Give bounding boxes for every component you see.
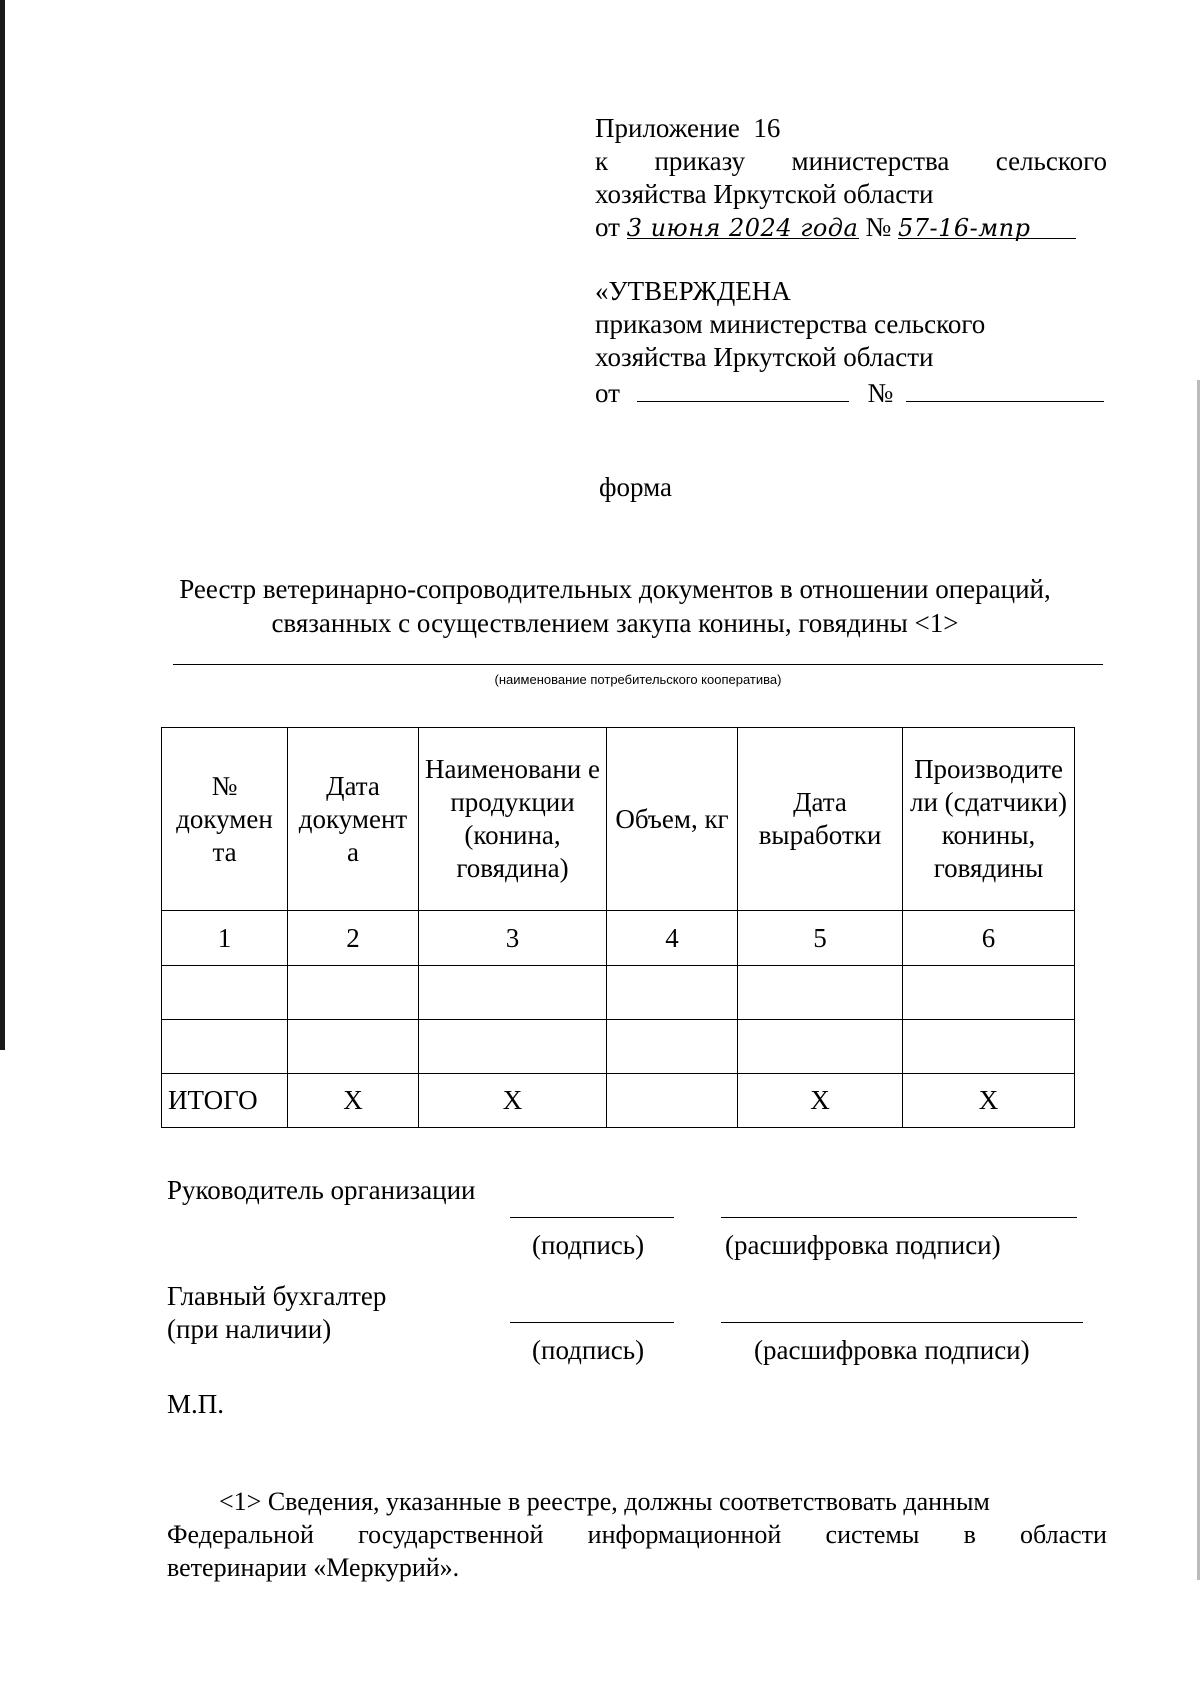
column-number: 5 — [738, 911, 903, 966]
approval-date-line — [595, 374, 1107, 410]
accountant-signature-line — [510, 1322, 674, 1323]
scan-edge-left — [0, 0, 5, 1050]
appendix-title: Приложение 16 — [595, 113, 781, 143]
footnote-word: государственной — [358, 1520, 544, 1549]
table-cell — [903, 966, 1075, 1020]
table-row — [162, 966, 1075, 1020]
stamp-label: М.П. — [167, 1389, 225, 1419]
footnote-line-1: <1> Сведения, указанные в реестре, должны соответствовать данным — [219, 1487, 990, 1516]
accountant-label — [167, 1280, 386, 1346]
column-number: 2 — [288, 911, 419, 966]
ministry-word: министерства — [791, 146, 950, 176]
org-name-line — [173, 664, 1103, 665]
registry-table — [161, 727, 1075, 1128]
head-decode-line — [721, 1217, 1077, 1218]
approval-number-blank — [906, 374, 1104, 402]
header-doc-date: Дата документ а — [288, 728, 419, 911]
table-row — [162, 911, 1075, 966]
appendix-block — [595, 112, 1107, 244]
head-signature-line — [510, 1217, 674, 1218]
table-cell — [607, 966, 738, 1020]
accountant-decode-caption: (расшифровка подписи) — [754, 1335, 1030, 1365]
number-prefix: № — [865, 212, 892, 242]
table-total-row — [162, 1074, 1075, 1128]
table-cell — [288, 966, 419, 1020]
approval-line-2: приказом министерства сельского — [595, 309, 986, 339]
head-label: Руководитель организации — [167, 1175, 476, 1205]
column-number: 4 — [607, 911, 738, 966]
table-cell — [162, 966, 288, 1020]
total-cell: Х — [288, 1074, 419, 1128]
agri-word: сельского — [995, 146, 1107, 176]
header-doc-number: № докумен та — [162, 728, 288, 911]
approval-line-3: хозяйства Иркутской области — [595, 342, 934, 372]
total-cell — [607, 1074, 738, 1128]
accountant-signature-caption: (подпись) — [532, 1335, 645, 1365]
accountant-label-line-2: (при наличии) — [167, 1314, 332, 1344]
appendix-ministry-line: хозяйства Иркутской области — [595, 179, 934, 209]
form-label: форма — [599, 472, 672, 502]
to-word: к — [595, 146, 609, 176]
total-cell: Х — [738, 1074, 903, 1128]
accountant-label-line-1: Главный бухгалтер — [167, 1281, 387, 1311]
table-cell — [607, 1020, 738, 1074]
total-cell: Х — [903, 1074, 1075, 1128]
handwritten-number: 57-16-мпр — [897, 214, 1031, 242]
footnote-word: области — [1020, 1520, 1107, 1549]
footnote-word: Федеральной — [167, 1520, 314, 1549]
total-cell: Х — [419, 1074, 607, 1128]
column-number: 6 — [903, 911, 1075, 966]
handwritten-date: 3 июня 2024 года — [626, 214, 859, 242]
number-field — [897, 211, 1076, 242]
accountant-decode-line — [721, 1322, 1083, 1323]
header-product-name: Наименовани е продукции (конина, говядина) — [419, 728, 607, 911]
footnote — [167, 1485, 1107, 1584]
footnote-word: системы — [825, 1520, 920, 1549]
approval-number-prefix: № — [867, 378, 894, 408]
table-cell — [419, 1020, 607, 1074]
table-header-row — [162, 728, 1075, 911]
approval-date-blank — [637, 374, 849, 402]
approval-block — [595, 275, 1107, 410]
date-field — [626, 211, 859, 242]
total-label: ИТОГО — [162, 1074, 288, 1128]
footnote-word: в — [963, 1520, 976, 1549]
table-cell — [738, 1020, 903, 1074]
table-cell — [419, 966, 607, 1020]
appendix-date-line — [595, 211, 1107, 244]
approval-date-prefix: от — [595, 378, 620, 408]
table-cell — [288, 1020, 419, 1074]
table-cell — [738, 966, 903, 1020]
column-number: 3 — [419, 911, 607, 966]
approval-line-1: «УТВЕРЖДЕНА — [595, 276, 791, 306]
header-production-date: Дата выработки — [738, 728, 903, 911]
header-volume: Объем, кг — [607, 728, 738, 911]
document-title — [150, 572, 1080, 640]
table-cell — [162, 1020, 288, 1074]
footnote-line-2 — [167, 1518, 1107, 1551]
table-cell — [903, 1020, 1075, 1074]
head-signature-caption: (подпись) — [532, 1230, 645, 1260]
org-name-caption: (наименование потребительского кооператива) — [494, 672, 782, 687]
title-line-2: связанных с осуществлением закупа конины, говядины <1> — [271, 608, 959, 638]
title-line-1: Реестр ветеринарно-сопроводительных документов в отношении операций, — [179, 574, 1051, 604]
header-producers: Производите ли (сдатчики) конины, говядины — [903, 728, 1075, 911]
head-decode-caption: (расшифровка подписи) — [725, 1230, 1001, 1260]
column-number: 1 — [162, 911, 288, 966]
appendix-order-line — [595, 145, 1107, 178]
order-word: приказу — [654, 146, 746, 176]
footnote-word: информационной — [587, 1520, 782, 1549]
footnote-line-3: ветеринарии «Меркурий». — [167, 1553, 460, 1582]
date-prefix: от — [595, 212, 620, 242]
table-row — [162, 1020, 1075, 1074]
